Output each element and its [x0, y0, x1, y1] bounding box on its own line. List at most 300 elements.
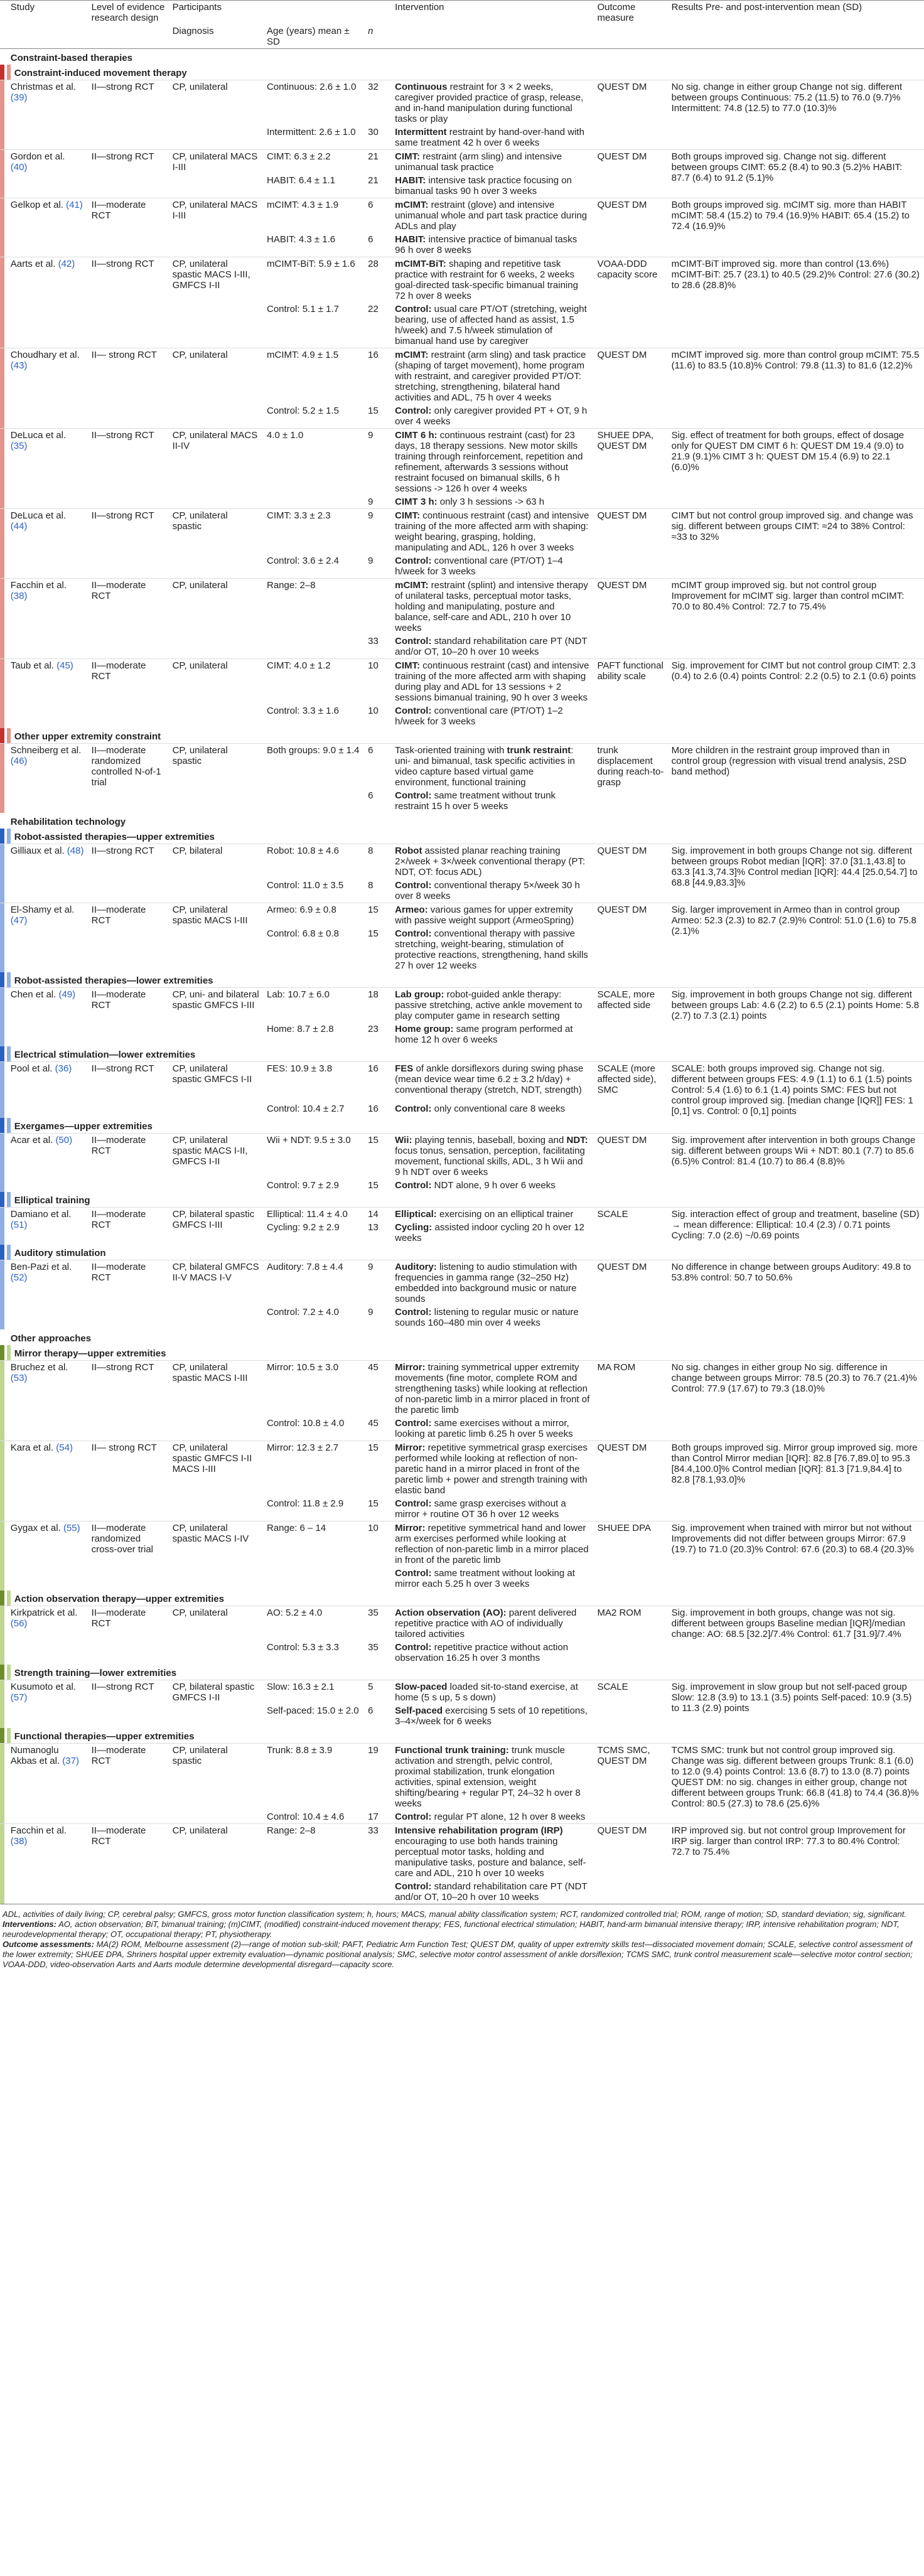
intervention-cell — [391, 1361, 593, 1417]
intervention-text: parent delivered repetitive practice with AO of individually tailored activities — [395, 1607, 577, 1640]
intervention-cell — [391, 150, 593, 174]
reference-link[interactable]: (38) — [10, 1836, 28, 1847]
reference-link[interactable]: (41) — [66, 200, 83, 210]
results-cell: No sig. change in either group Change not sig. different between groups Continuous: 75.2 (11.5) to 76.0 (9.7)% Intermittent: 74.8 (12.5) to 77.0 (10.3)% — [668, 80, 924, 150]
group-stripe — [0, 1680, 7, 1705]
group-stripe — [0, 1046, 7, 1062]
study-name: Schneiberg et al. — [10, 745, 82, 756]
diagnosis-cell: CP, unilateral MACS I-III — [169, 150, 263, 198]
intervention-cell — [391, 903, 593, 928]
age-cell: FES: 10.9 ± 3.8 — [263, 1062, 364, 1103]
intervention-text: restraint (arm sling) and task practice (shaping of target movement), home program with restraint, and caregiver provided PT/OT: stretching, strengthening, bilateral hand activities and ADL, 75 h over 4 weeks — [395, 350, 586, 403]
reference-link[interactable]: (35) — [10, 441, 28, 451]
intervention-label: Intermittent — [395, 127, 447, 137]
intervention-cell — [391, 1567, 593, 1591]
study-name: Gelkop et al. — [10, 200, 63, 210]
group-stripe — [0, 1260, 7, 1306]
study-name: Taub et al. — [10, 660, 54, 671]
intervention-label: CIMT: — [395, 660, 421, 671]
intervention-label: Control: — [395, 405, 432, 416]
age-cell: Control: 10.4 ± 2.7 — [267, 1103, 345, 1115]
intervention-cell — [391, 1880, 593, 1904]
intervention-cell — [391, 509, 593, 555]
intervention-label: Control: — [395, 1642, 432, 1653]
table-row — [0, 257, 924, 303]
results-cell: Both groups improved sig. mCIMT sig. more than HABIT mCIMT: 58.4 (15.2) to 79.4 (16.9)% HABIT: 65.4 (15.2) to 72.4 (16.9)% — [668, 198, 924, 257]
intervention-cell — [391, 126, 593, 150]
study-name: Numanoglu Akbas et al. — [10, 1745, 60, 1766]
results-cell: CIMT but not control group improved sig. and change was sig. different between groups CIMT: ≈24 to 38% Control: ≈33 to 32% — [668, 509, 924, 579]
subheader-row — [0, 24, 924, 49]
intervention-cell — [391, 1810, 593, 1824]
reference-link[interactable]: (46) — [10, 756, 28, 766]
study-cell — [7, 150, 88, 198]
age-cell: Lab: 10.7 ± 6.0 — [263, 988, 364, 1023]
group-stripe — [0, 1221, 7, 1245]
intervention-label: HABIT: — [395, 234, 426, 245]
diagnosis-cell: CP, unilateral — [169, 659, 263, 729]
group-stripe — [0, 927, 7, 972]
outcome-cell: QUEST DM — [593, 348, 667, 429]
reference-link[interactable]: (50) — [55, 1135, 73, 1146]
group-stripe — [0, 829, 7, 844]
reference-link[interactable]: (45) — [56, 660, 73, 671]
intervention-label: CIMT 6 h: — [395, 430, 438, 441]
subgroup-row — [0, 1245, 924, 1260]
intervention-text: conventional therapy 5×/week 30 h over 8 weeks — [395, 880, 580, 901]
group-stripe — [0, 509, 7, 555]
reference-link[interactable]: (51) — [10, 1220, 28, 1230]
intervention-label: trunk restraint — [507, 745, 571, 756]
n-cell: 21 — [364, 150, 391, 174]
age-cell: Control: 9.7 ± 2.9 — [267, 1180, 339, 1191]
diagnosis-cell: CP, bilateral — [169, 844, 263, 903]
intervention-label: Intensive rehabilitation program (IRP) — [395, 1825, 563, 1836]
age-cell: Range: 2–8 — [263, 579, 364, 635]
study-cell — [7, 844, 88, 903]
group-stripe — [0, 1022, 7, 1046]
group-stripe — [0, 1521, 7, 1567]
subgroup-row — [0, 1728, 924, 1744]
group-stripe — [0, 1417, 7, 1441]
age-cell: Control: 5.3 ± 3.3 — [267, 1642, 339, 1653]
diagnosis-cell: CP, unilateral MACS I-III — [169, 198, 263, 257]
group-stripe — [0, 728, 7, 744]
group-stripe — [0, 174, 7, 198]
group-title: Constraint-based therapies — [10, 53, 132, 63]
group-stripe — [0, 1208, 7, 1221]
subgroup-title: Other upper extremity constraint — [7, 728, 924, 744]
intervention-cell — [391, 1441, 593, 1498]
n-cell: 30 — [368, 127, 379, 137]
diagnosis-cell: CP, unilateral spastic MACS I-III, GMFCS I-II — [169, 257, 263, 348]
col-diagnosis: Diagnosis — [169, 24, 263, 49]
n-cell: 8 — [364, 844, 391, 879]
study-cell — [7, 80, 88, 150]
intervention-cell — [391, 659, 593, 705]
intervention-label: Control: — [395, 1498, 432, 1509]
study-name: Kusumoto et al. — [10, 1682, 76, 1692]
reference-link[interactable]: (55) — [63, 1523, 80, 1533]
group-stripe — [0, 1306, 7, 1329]
subgroup-title: Electrical stimulation—lower extremities — [7, 1046, 924, 1062]
diagnosis-cell: CP, bilateral GMFCS II-V MACS I-V — [169, 1260, 263, 1330]
group-stripe — [0, 704, 7, 728]
group-stripe — [0, 972, 7, 988]
intervention-cell — [391, 1208, 593, 1221]
intervention-cell — [391, 198, 593, 233]
n-cell: 45 — [368, 1418, 379, 1429]
group-stripe — [0, 903, 7, 928]
intervention-cell — [391, 303, 593, 348]
intervention-text: repetitive practice without action observation 16.25 h over 3 months — [395, 1642, 569, 1663]
n-cell: 6 — [364, 198, 391, 233]
diagnosis-cell: CP, bilateral spastic GMFCS I-III — [169, 1208, 263, 1245]
intervention-cell — [391, 1497, 593, 1521]
intervention-text: of ankle dorsiflexors during swing phase (mean device wear time 6.2 ± 3.2 h/day) + conventional therapy (stretch, NDT, strength) — [395, 1063, 584, 1095]
reference-link[interactable]: (54) — [56, 1442, 73, 1453]
results-cell: IRP improved sig. but not control group Improvement for IRP sig. larger than control IRP: 77.3 to 80.4% Control: 72.7 to 75.4% — [668, 1824, 924, 1904]
study-cell — [7, 1134, 88, 1193]
reference-link[interactable]: (40) — [10, 162, 28, 173]
intervention-label: Control: — [395, 1811, 432, 1822]
intervention-text: intensive practice of bimanual tasks 96 h over 8 weeks — [395, 234, 578, 255]
table-row — [0, 1680, 924, 1705]
reference-link[interactable]: (52) — [10, 1272, 28, 1283]
intervention-cell — [391, 1062, 593, 1103]
reference-link[interactable]: (36) — [55, 1063, 72, 1074]
intervention-label: Control: — [395, 1568, 432, 1579]
age-cell: Trunk: 8.8 ± 3.9 — [263, 1744, 364, 1811]
intervention-text: continuous restraint (cast) and intensive training of the more affected arm with shaping: weight bearing, grasping, holding, manipulating and ADL, 126 h over 3 weeks — [395, 510, 589, 553]
intervention-label: Cycling: — [395, 1222, 432, 1233]
n-cell: 15 — [368, 928, 379, 939]
intervention-label: Mirror: — [395, 1523, 426, 1533]
intervention-label: Control: — [395, 636, 432, 647]
group-title: Other approaches — [10, 1333, 92, 1344]
intervention-text: repetitive symmetrical hand and lower arm exercises performed while looking at reflection of non-paretic limb in a mirror placed in front of the paretic limb — [395, 1523, 589, 1565]
intervention-label: Elliptical: — [395, 1209, 437, 1220]
age-cell: CIMT: 6.3 ± 2.2 — [263, 150, 364, 174]
diagnosis-cell: CP, unilateral — [169, 1824, 263, 1904]
group-stripe — [0, 1810, 7, 1824]
group-stripe — [0, 1591, 7, 1606]
intervention-text: only conventional care 8 weeks — [431, 1103, 566, 1115]
age-cell: Control: 11.0 ± 3.5 — [267, 880, 344, 891]
intervention-text: exercising 5 sets of 10 repetitions, 3–4×/week for 6 weeks — [395, 1705, 588, 1727]
n-cell: 9 — [364, 429, 391, 496]
intervention-label: Wii: — [395, 1135, 412, 1146]
outcome-cell: SCALE (more affected side), SMC — [593, 1062, 667, 1119]
n-cell: 35 — [368, 1642, 379, 1653]
group-stripe — [0, 1606, 7, 1641]
subgroup-title: Robot-assisted therapies—upper extremities — [7, 829, 924, 844]
diagnosis-cell: CP, unilateral spastic GMFCS I-II MACS I-III — [169, 1441, 263, 1521]
study-name: Christmas et al. — [10, 82, 76, 92]
reference-link[interactable]: (57) — [10, 1692, 28, 1703]
subgroup-title: Exergames—upper extremities — [7, 1118, 924, 1134]
level-cell: II—moderate RCT — [88, 198, 169, 257]
reference-link[interactable]: (53) — [10, 1373, 28, 1383]
age-cell: mCIMT-BiT: 5.9 ± 1.6 — [263, 257, 364, 303]
results-cell: mCIMT-BiT improved sig. more than control (13.6%) mCIMT-BiT: 25.7 (23.1) to 40.5 (29.2)% Control: 27.6 (30.2) to 28.6 (28.8)% — [668, 257, 924, 348]
header-row — [0, 1, 924, 25]
group-stripe — [0, 1880, 7, 1904]
n-cell: 6 — [368, 790, 373, 801]
intervention-cell — [391, 1102, 593, 1118]
table-row — [0, 80, 924, 126]
diagnosis-cell: CP, unilateral spastic — [169, 509, 263, 579]
intervention-text: Task-oriented training with — [395, 745, 507, 756]
age-cell: Intermittent: 2.6 ± 1.0 — [267, 127, 356, 137]
intervention-label: Action observation (AO): — [395, 1607, 507, 1618]
intervention-text: : uni- and bimanual, task specific activities in video capture based virtual game environment, functional training — [395, 745, 575, 788]
group-stripe — [0, 1744, 7, 1811]
subgroup-row — [0, 65, 924, 80]
age-cell: Mirror: 12.3 ± 2.7 — [263, 1441, 364, 1498]
diagnosis-cell: CP, unilateral spastic MACS I-II, GMFCS I-II — [169, 1134, 263, 1193]
study-cell — [7, 744, 88, 813]
subgroup-row — [0, 1118, 924, 1134]
n-cell: 10 — [364, 1521, 391, 1567]
intervention-label: Control: — [395, 1180, 432, 1191]
intervention-text: various games for upper extremity with passive weight support (ArmeoSpring) — [395, 904, 574, 926]
n-cell: 33 — [364, 1824, 391, 1881]
n-cell: 10 — [368, 706, 379, 716]
age-cell: Control: 5.2 ± 1.5 — [267, 405, 339, 416]
intervention-label: Mirror: — [395, 1442, 426, 1453]
level-cell: II—strong RCT — [88, 1062, 169, 1119]
intervention-cell — [391, 1744, 593, 1811]
study-cell — [7, 1441, 88, 1521]
intervention-text: restraint for 3 × 2 weeks, caregiver provided practice of grasp, release, and in-hand manipulation during functional tasks or play — [395, 82, 584, 124]
intervention-label: Armeo: — [395, 904, 428, 915]
group-stripe — [0, 635, 7, 659]
subgroup-title: Action observation therapy—upper extremities — [7, 1591, 924, 1606]
level-cell: II—moderate randomized cross-over trial — [88, 1521, 169, 1591]
intervention-text: conventional care (PT/OT) 1–4 h/week for 3 weeks — [395, 555, 563, 577]
reference-link[interactable]: (43) — [10, 360, 28, 371]
col-results: Results Pre- and post-intervention mean (SD) — [668, 1, 924, 25]
table-row — [0, 150, 924, 174]
group-row — [0, 813, 924, 829]
age-cell — [263, 789, 364, 813]
intervention-text: shaping and repetitive task practice with restraint for 6 weeks, 2 weeks goal-directed task-specific bimanual training 72 h over 8 weeks — [395, 259, 578, 301]
group-stripe — [0, 988, 7, 1023]
n-cell: 9 — [364, 1260, 391, 1306]
table-row — [0, 744, 924, 790]
group-stripe — [0, 1179, 7, 1192]
subgroup-row — [0, 728, 924, 744]
study-cell — [7, 1824, 88, 1904]
n-cell: 35 — [364, 1606, 391, 1641]
age-cell — [263, 635, 364, 659]
intervention-cell — [391, 744, 593, 790]
intervention-text: only caregiver provided PT + OT, 9 h over 4 weeks — [395, 405, 588, 427]
n-cell: 10 — [364, 659, 391, 705]
group-stripe — [0, 404, 7, 429]
age-cell: Control: 10.4 ± 4.6 — [267, 1811, 345, 1822]
outcome-cell: QUEST DM — [593, 579, 667, 659]
intervention-text: assisted planar reaching training 2×/week + 3×/week conventional therapy (PT: NDT, OT: focus ADL) — [395, 845, 586, 877]
intervention-text: restraint (arm sling) and intensive unimanual task practice — [395, 151, 562, 173]
n-cell: 9 — [368, 1307, 373, 1318]
study-cell — [7, 1260, 88, 1330]
n-cell: 6 — [368, 1705, 373, 1716]
level-cell: II— strong RCT — [88, 1441, 169, 1521]
level-cell: II—moderate RCT — [88, 988, 169, 1047]
results-cell: Sig. improvement in both groups Change not sig. different between groups Robot median [IQR]: 37.0 [31.1,43.8] to 63.3 [41.3,74.3]% Control median [IQR]: 44.4 [25.0,54.7] to 68.8 [44.9,83.3]% — [668, 844, 924, 903]
study-cell — [7, 903, 88, 973]
intervention-label: Control: — [395, 1307, 432, 1318]
intervention-label: Self-paced — [395, 1705, 443, 1716]
level-cell: II— strong RCT — [88, 348, 169, 429]
reference-link[interactable]: (47) — [10, 915, 28, 926]
outcome-cell: SCALE — [593, 1680, 667, 1729]
outcome-cell: QUEST DM — [593, 844, 667, 903]
intervention-label: Mirror: — [395, 1362, 426, 1373]
age-cell: Auditory: 7.8 ± 4.4 — [263, 1260, 364, 1306]
footnote-abbreviations: ADL, activities of daily living; CP, cerebral palsy; GMFCS, gross motor function classification system; h, hours; MACS, manual ability classification system; RCT, randomized controlled trial; ROM, range of motion; SD, standard deviation; sig, significant. — [3, 1909, 906, 1919]
age-cell: Control: 3.6 ± 2.4 — [267, 555, 339, 566]
reference-link[interactable]: (37) — [62, 1756, 79, 1766]
intervention-text: encouraging to use both hands training perceptual motor tasks, holding and manipulative tasks, posture and balance, self-care and ADL, 210 h over 10 weeks — [395, 1836, 586, 1879]
level-cell: II—moderate RCT — [88, 1208, 169, 1245]
age-cell: Range: 2–8 — [263, 1824, 364, 1881]
intervention-cell — [391, 1134, 593, 1179]
study-name: Gygax et al. — [10, 1523, 61, 1533]
intervention-text: training symmetrical upper extremity movements (fine motor, complete ROM and strengthening tasks) while looking at reflection of non-paretic limb in a mirror placed in front of the paretic limb — [395, 1362, 590, 1415]
age-cell — [263, 1567, 364, 1591]
intervention-cell — [391, 1680, 593, 1705]
age-cell — [263, 495, 364, 509]
results-cell: No sig. changes in either group No sig. difference in change between groups Mirror: 78.5 (20.3) to 76.7 (21.4)% Control: 77.9 (17.67) to 79.3 (18.0)% — [668, 1361, 924, 1441]
n-cell: 19 — [364, 1744, 391, 1811]
intervention-cell — [391, 579, 593, 635]
study-cell — [7, 198, 88, 257]
table-row — [0, 988, 924, 1023]
group-stripe — [0, 303, 7, 348]
study-name: Gordon et al. — [10, 151, 65, 162]
intervention-cell — [391, 1022, 593, 1046]
group-stripe — [0, 1192, 7, 1208]
n-cell — [364, 579, 391, 635]
study-cell — [7, 348, 88, 429]
group-stripe — [0, 495, 7, 509]
diagnosis-cell: CP, uni- and bilateral spastic GMFCS I-III — [169, 988, 263, 1047]
n-cell: 32 — [364, 80, 391, 126]
table-row — [0, 844, 924, 879]
intervention-text: assisted indoor cycling 20 h over 12 weeks — [395, 1222, 584, 1243]
group-stripe — [0, 80, 7, 126]
col-participants: Participants — [169, 1, 392, 25]
intervention-text: continuous restraint (cast) and intensive training of the more affected arm with shaping during play and ADL for 13 sessions + 2 sessions bimanual training, 90 h over 3 weeks — [395, 660, 589, 703]
intervention-cell — [391, 429, 593, 496]
table-row — [0, 659, 924, 705]
age-cell: Elliptical: 11.4 ± 4.0 — [263, 1208, 364, 1221]
diagnosis-cell: CP, unilateral spastic MACS I-IV — [169, 1521, 263, 1591]
intervention-cell — [391, 233, 593, 257]
reference-link[interactable]: (39) — [10, 92, 28, 103]
group-stripe — [0, 1704, 7, 1728]
reference-link[interactable]: (48) — [67, 845, 84, 856]
table-row — [0, 1260, 924, 1306]
diagnosis-cell: CP, unilateral spastic MACS I-III — [169, 1361, 263, 1441]
results-cell: mCIMT group improved sig. but not control group Improvement for mCIMT sig. larger than control mCIMT: 70.0 to 80.4% Control: 72.7 to 75.4% — [668, 579, 924, 659]
subgroup-row — [0, 972, 924, 988]
intervention-cell — [391, 1824, 593, 1881]
group-stripe — [0, 1728, 7, 1744]
results-cell: No difference in change between groups Auditory: 49.8 to 53.8% control: 50.7 to 50.6% — [668, 1260, 924, 1330]
intervention-label: Auditory: — [395, 1262, 437, 1272]
level-cell: II—strong RCT — [88, 509, 169, 579]
study-cell — [7, 988, 88, 1047]
outcome-cell: QUEST DM — [593, 903, 667, 973]
intervention-cell — [391, 988, 593, 1023]
intervention-label: Slow-paced — [395, 1682, 448, 1692]
reference-link[interactable]: (56) — [10, 1618, 28, 1629]
group-stripe — [0, 1641, 7, 1665]
group-stripe — [0, 1665, 7, 1680]
reference-link[interactable]: (42) — [58, 259, 75, 269]
subgroup-row — [0, 1665, 924, 1680]
subgroup-title: Mirror therapy—upper extremities — [7, 1345, 924, 1361]
table-row — [0, 429, 924, 496]
intervention-label: Functional trunk training: — [395, 1745, 509, 1756]
study-cell — [7, 509, 88, 579]
group-stripe — [0, 744, 7, 790]
subgroup-title: Robot-assisted therapies—lower extremities — [7, 972, 924, 988]
results-cell: Sig. improvement after intervention in both groups Change sig. different between groups Wii + NDT: 80.1 (7.7) to 85.6 (6.5)% Control: 81.4 (10.7) to 86.4 (8.8)% — [668, 1134, 924, 1193]
intervention-text: exercising on an elliptical trainer — [436, 1209, 574, 1220]
group-stripe — [0, 1062, 7, 1103]
level-cell: II—moderate RCT — [88, 1744, 169, 1824]
group-stripe — [0, 348, 7, 405]
results-cell: Sig. larger improvement in Armeo than in control group Armeo: 52.3 (2.3) to 82.7 (2.9)% Control: 51.0 (1.6) to 75.8 (2.1)% — [668, 903, 924, 973]
table-row — [0, 348, 924, 405]
reference-link[interactable]: (44) — [10, 521, 28, 532]
intervention-label: mCIMT: — [395, 350, 429, 360]
n-cell: 33 — [368, 636, 379, 647]
n-cell — [364, 1567, 391, 1591]
intervention-cell — [391, 1641, 593, 1665]
intervention-cell — [391, 1606, 593, 1641]
group-stripe — [0, 1567, 7, 1591]
intervention-label: FES — [395, 1063, 414, 1074]
age-cell: 4.0 ± 1.0 — [263, 429, 364, 496]
intervention-label: Control: — [395, 555, 432, 566]
outcome-cell: SCALE — [593, 1208, 667, 1245]
reference-link[interactable]: (49) — [58, 989, 76, 1000]
table-row — [0, 1361, 924, 1417]
intervention-cell — [391, 404, 593, 429]
intervention-text: standard rehabilitation care PT (NDT and/or OT, 10–20 h over 10 weeks — [395, 636, 588, 657]
intervention-cell — [391, 844, 593, 879]
table-row — [0, 1606, 924, 1641]
n-cell: 16 — [364, 348, 391, 405]
intervention-label: Home group: — [395, 1024, 454, 1034]
intervention-cell — [391, 348, 593, 405]
intervention-text: focus tonus, sensation, perception, facilitating movement, functional skills, ADL, 3 h Wii and 9 h NDT over 6 weeks — [395, 1146, 585, 1178]
reference-link[interactable]: (38) — [10, 591, 28, 601]
results-cell: Sig. improvement when trained with mirror but not without Improvements did not differ between groups Mirror: 67.9 (19.7) to 71.0 (20.3)% Control: 67.6 (20.3) to 68.4 (20.3)% — [668, 1521, 924, 1591]
age-cell: AO: 5.2 ± 4.0 — [263, 1606, 364, 1641]
outcome-cell: VOAA-DDD capacity score — [593, 257, 667, 348]
group-stripe — [0, 1245, 7, 1260]
n-cell: 16 — [364, 1062, 391, 1103]
study-name: El-Shamy et al. — [10, 904, 75, 915]
outcome-cell: TCMS SMC, QUEST DM — [593, 1744, 667, 1824]
